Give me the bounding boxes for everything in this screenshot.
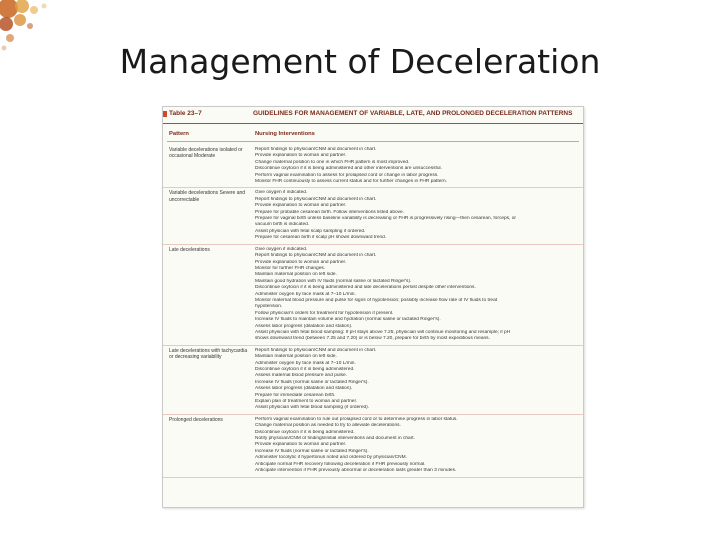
intervention-item: hypotension. — [255, 304, 283, 310]
table-row — [163, 188, 583, 244]
intervention-item: Assess labor progress (dilatation and station). — [255, 323, 353, 329]
table-row — [163, 415, 583, 478]
guidelines-table-image — [162, 106, 584, 508]
table-number: Table 23–7 — [169, 110, 202, 117]
table-body — [163, 145, 583, 478]
table-number-marker — [163, 111, 167, 117]
pattern-label: Variable decelerations Severe and uncorrectable — [169, 190, 246, 203]
table-row — [163, 145, 583, 188]
intervention-item: Change maternal position as needed to try to alleviate decelerations. — [255, 423, 401, 429]
intervention-item: Monitor FHR continuously to assess current status and for further changes in FHR pattern. — [255, 179, 447, 185]
intervention-item: Discontinue oxytocin if it is being administered. — [255, 367, 355, 372]
pattern-label: Variable decelerations isolated or occasional Moderate — [169, 147, 243, 160]
intervention-item: Report findings to physician/CNM and document in chart. — [255, 196, 377, 202]
intervention-item: Give oxygen if indicated. — [255, 190, 308, 196]
pattern-label: Prolonged decelerations — [169, 416, 223, 423]
table-row — [163, 346, 583, 415]
intervention-item: Assist physician with fetal scalp sampling if ordered. — [255, 228, 366, 234]
intervention-item: Report findings to physician/CNM and document in chart. — [255, 347, 377, 353]
intervention-item: Increase IV fluids (normal saline or lactated Ringer's). — [255, 448, 369, 454]
pattern-label: Late decelerations with tachycardia or decreasing variability — [169, 347, 248, 361]
intervention-item: Anticipate normal FHR recovery following deceleration if FHR previously normal. — [255, 461, 426, 467]
intervention-item: Follow physician's orders for treatment for hypotension if present. — [255, 310, 394, 316]
intervention-item: Perform vaginal examination to rule out prolapsed cord or to determine progress in labor status. — [255, 416, 458, 422]
intervention-item: Assess maternal blood pressure and pulse. — [255, 373, 347, 379]
slide-title: Management of Deceleration — [119, 42, 601, 81]
intervention-item: shows downward trend (between 7.25 and 7.20) or is below 7.20, prepare for birth by most expeditious means. — [255, 336, 490, 342]
intervention-list — [255, 417, 577, 475]
intervention-item: Monitor maternal blood pressure and pulse for signs of hypotension; possibly increase flow rate of IV fluids to treat — [255, 297, 498, 303]
table-header-bar — [163, 107, 583, 124]
column-header-interventions: Nursing Interventions — [255, 131, 315, 137]
intervention-item: Discontinue oxytocin if it is being administered and other interventions are unsuccessful. — [255, 166, 442, 172]
table-row — [163, 245, 583, 346]
intervention-item: Report findings to physician/CNM and document in chart. — [255, 253, 377, 259]
intervention-item: Assist physician with fetal blood sampling (if ordered). — [255, 405, 370, 411]
intervention-item: Anticipate intervention if FHR previously abnormal or deceleration lasts greater than 3 minutes. — [255, 468, 457, 474]
intervention-item: Change maternal position to one in which FHR pattern is most improved. — [255, 159, 410, 165]
column-header-rule — [167, 141, 579, 142]
intervention-item: Maintain maternal position on left side. — [255, 354, 337, 360]
intervention-list — [255, 348, 577, 412]
intervention-item: Increase IV fluids (normal saline or lactated Ringer's). — [255, 379, 369, 385]
intervention-item: Notify physician/CNM of findings/initial interventions and document in chart. — [255, 436, 415, 442]
intervention-item: Administer tocolytic if hypertonus noted and ordered by physician/CNM. — [255, 455, 407, 461]
intervention-item: Provide explanation to woman and partner. — [255, 259, 347, 265]
intervention-item: Maintain good hydration with IV fluids (normal saline or lactated Ringer's). — [255, 278, 412, 284]
intervention-item: vacuum birth is indicated. — [255, 222, 310, 228]
intervention-item: Prepare for probable cesarean birth. Follow interventions listed above. — [255, 209, 405, 215]
intervention-item: Provide explanation to woman and partner. — [255, 203, 347, 209]
table-caption: GUIDELINES FOR MANAGEMENT OF VARIABLE, LATE, AND PROLONGED DECELERATION PATTERNS — [253, 110, 573, 117]
intervention-list — [255, 190, 577, 241]
intervention-item: Provide explanation to woman and partner. — [255, 442, 347, 448]
intervention-item: Explain plan of treatment to woman and partner. — [255, 399, 358, 405]
intervention-item: Administer oxygen by face mask at 7–10 L/min. — [255, 291, 356, 297]
intervention-item: Report findings to physician/CNM and document in chart. — [255, 147, 377, 152]
pattern-label: Late decelerations — [169, 246, 210, 253]
intervention-item: Provide explanation to woman and partner. — [255, 153, 347, 159]
intervention-item: Perform vaginal examination to assess for prolapsed cord or change in labor progress. — [255, 172, 439, 178]
intervention-item: Increase IV fluids to maintain volume and hydration (normal saline or lactated Ringer's). — [255, 317, 441, 323]
intervention-item: Prepare for immediate cesarean birth. — [255, 392, 336, 398]
intervention-item: Prepare for vaginal birth unless baseline variability is decreasing or FHR is progressively rising—then cesarean, forceps, or — [255, 216, 517, 222]
intervention-item: Discontinue oxytocin if it is being administered and late decelerations persist despite other interventions. — [255, 285, 476, 291]
column-header-pattern: Pattern — [169, 131, 189, 137]
intervention-item: Prepare for cesarean birth if scalp pH shows downward trend. — [255, 235, 387, 241]
intervention-list — [255, 147, 577, 185]
intervention-item: Monitor for further FHR changes. — [255, 265, 326, 271]
intervention-item: Give oxygen if indicated. — [255, 246, 308, 252]
intervention-item: Discontinue oxytocin if it is being administered. — [255, 429, 355, 435]
intervention-list — [255, 247, 577, 343]
intervention-item: Assess labor progress (dilatation and station). — [255, 386, 353, 392]
intervention-item: Maintain maternal position on left side. — [255, 272, 337, 278]
intervention-item: Assist physician with fetal blood sampling: If pH stays above 7.25, physician will continue monitoring and resample; if pH — [255, 329, 511, 335]
intervention-item: Administer oxygen by face mask at 7–10 L/min. — [255, 360, 356, 366]
